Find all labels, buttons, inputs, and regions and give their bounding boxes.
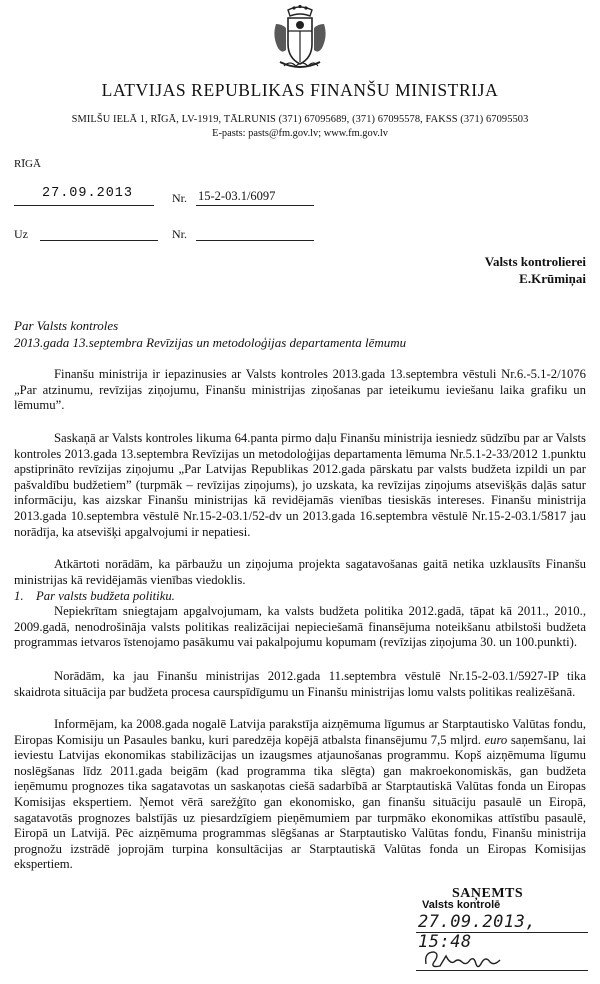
reply-number-label: Nr. [172, 227, 187, 241]
body-paragraph-5: Norādām, ka jau Finanšu ministrijas 2012.gada 11.septembra vēstulē Nr.15-2-03.1/5927-IP tika skaidrota situācija par budžeta procesa caurspīdīgumu un Finanšu ministrijas lomu valsts politikas realizēšanā. [14, 669, 586, 699]
address-line: SMILŠU IELĀ 1, RĪGĀ, LV-1919, TĀLRUNIS (371) 67095689, (371) 67095578, FAKSS (371) 67095503 [71, 114, 529, 125]
number-underline [196, 205, 314, 206]
body-paragraph-3: Atkārtoti norādām, ka pārbaužu un ziņojuma projekta sagatavošanas gaitā netika uzklausīts Finanšu ministrijas kā revidējamās vienības viedoklis. [14, 557, 586, 587]
addressee [485, 253, 586, 287]
city-label: RĪGĀ [14, 158, 41, 170]
contact-line: E-pasts: pasts@fm.gov.lv; www.fm.gov.lv [212, 128, 388, 139]
subject [14, 318, 406, 351]
received-stamp-subtitle: Valsts kontrolē [422, 899, 501, 911]
document-number: 15-2-03.1/6097 [198, 189, 276, 203]
section-number: 1. [14, 589, 24, 603]
section-heading [14, 589, 175, 604]
body-paragraph-6 [14, 717, 586, 873]
body-paragraph-2: Saskaņā ar Valsts kontroles likuma 64.panta pirmo daļu Finanšu ministrija iesniedz sūdzību par ar Valsts kontroles 2013.gada 13.septembra Revīzijas un metodoloģijas departamenta lēmuma Nr.5.1-2-33/2012 1.punktu apstiprināto revīzijas ziņojumu „Par Latvijas Republikas 2012.gada pārskatu par valsts budžeta izpildi un par pašvaldību budžetiem” (turpmāk – revīzijas ziņojums), jo uzskata, ka revīzijas ziņojums atsevišķās daļās satur informāciju, kas aizskar Finanšu ministrijas kā revidējamās vienības tiesiskās intereses. Finanšu ministrija 2013.gada 10.septembra vēstulē Nr.15-2-03.1/52-dv un 2013.gada 16.septembra vēstulē Nr.15-2-03.1/5817 jau norādīja, ka atsevišķi apgalvojumi ir nepatiesi. [14, 431, 586, 539]
subject-line-2: 2013.gada 13.septembra Revīzijas un metodoloģijas departamenta lēmumu [14, 334, 407, 350]
reply-to-label: Uz [14, 227, 28, 241]
ministry-name: LATVIJAS REPUBLIKAS FINANŠU MINISTRIJA [101, 80, 499, 100]
addressee-title: Valsts kontrolierei [484, 254, 586, 269]
received-stamp-datetime: 27.09.2013, 15:48 [418, 912, 537, 952]
stamp-underline [416, 932, 588, 933]
number-label: Nr. [172, 191, 187, 205]
coat-of-arms-icon [268, 4, 332, 72]
paragraph-text: Informējam, ka 2008.gada nogalē Latvija parakstīja aizņēmuma līgumus ar Starptautisko Valūtas fondu, Eiropas Komisiju un Pasaules banku, kuri paredzēja kopējā atbalsta finansējumu 7,5 mljrd. [14, 717, 586, 747]
section-title: Par valsts budžeta politiku. [36, 589, 175, 603]
received-stamp-title: SAŅEMTS [452, 886, 524, 901]
body-paragraph-4: Nepiekrītam sniegtajam apgalvojumam, ka valsts budžeta politika 2012.gadā, tāpat kā 2011., 2010., 2009.gadā, nenodrošināja valsts politikas realizācijai nepieciešamā finansējuma noteikšanu atbilstoši budžeta programmas ietvaros īstenojamo pasākumu vai pakalpojumu kopumam (revīzijas ziņojuma 30. un 100.punkti). [14, 604, 586, 650]
body-paragraph-1: Finanšu ministrija ir iepazinusies ar Valsts kontroles 2013.gada 13.septembra vēstuli Nr.6.-5.1-2/1076 „Par atzinumu, revīzijas ziņojumu, Finanšu ministrijas ziņošanas par ieteikumu ieviešanu laika grafiku un lēmumu”. [14, 367, 586, 413]
document-date: 27.09.2013 [42, 186, 134, 201]
subject-line-1: Par Valsts kontroles [14, 318, 119, 333]
paragraph-italic-text: euro [484, 732, 508, 747]
reply-to-underline [40, 240, 158, 241]
reply-number-underline [196, 240, 314, 241]
signature-underline [416, 970, 588, 971]
date-underline [14, 205, 154, 206]
addressee-name: E.Krūmiņai [519, 271, 586, 286]
paragraph-text: saņemšanu, lai ieviestu Latvijas ekonomikas stabilizācijas un izaugsmes atjaunošanas programmu. Kopš aizņēmuma līgumu noslēgšanas līdz 2011.gada beigām (kad programma tika slēgta) gan makroekonomiskās, gan budžeta ieņēmumu prognozes tika sagatavotas un saskaņotas ciešā sadarbībā ar Starptautiskā Valūtas fonda un Eiropas Komisijas ekspertiem. Ņemot vērā sarežģīto gan ekonomisko, gan finanšu situāciju pasaulē un Eiropā, sagatavotās prognozes balstījās uz piesardzīgiem pieņēmumiem par turpmāko ekonomikas attīstību pasaulē, Eiropā un Latvijā. Pēc aizņēmuma programmas slēgšanas ar Starptautisko Valūtas fondu, Finanšu ministrija prognožu izstrādē joprojām turpina konsultācijas ar Starptautiskā Valūtas fonda un Eiropas Komisijas ekspertiem. [14, 732, 586, 872]
